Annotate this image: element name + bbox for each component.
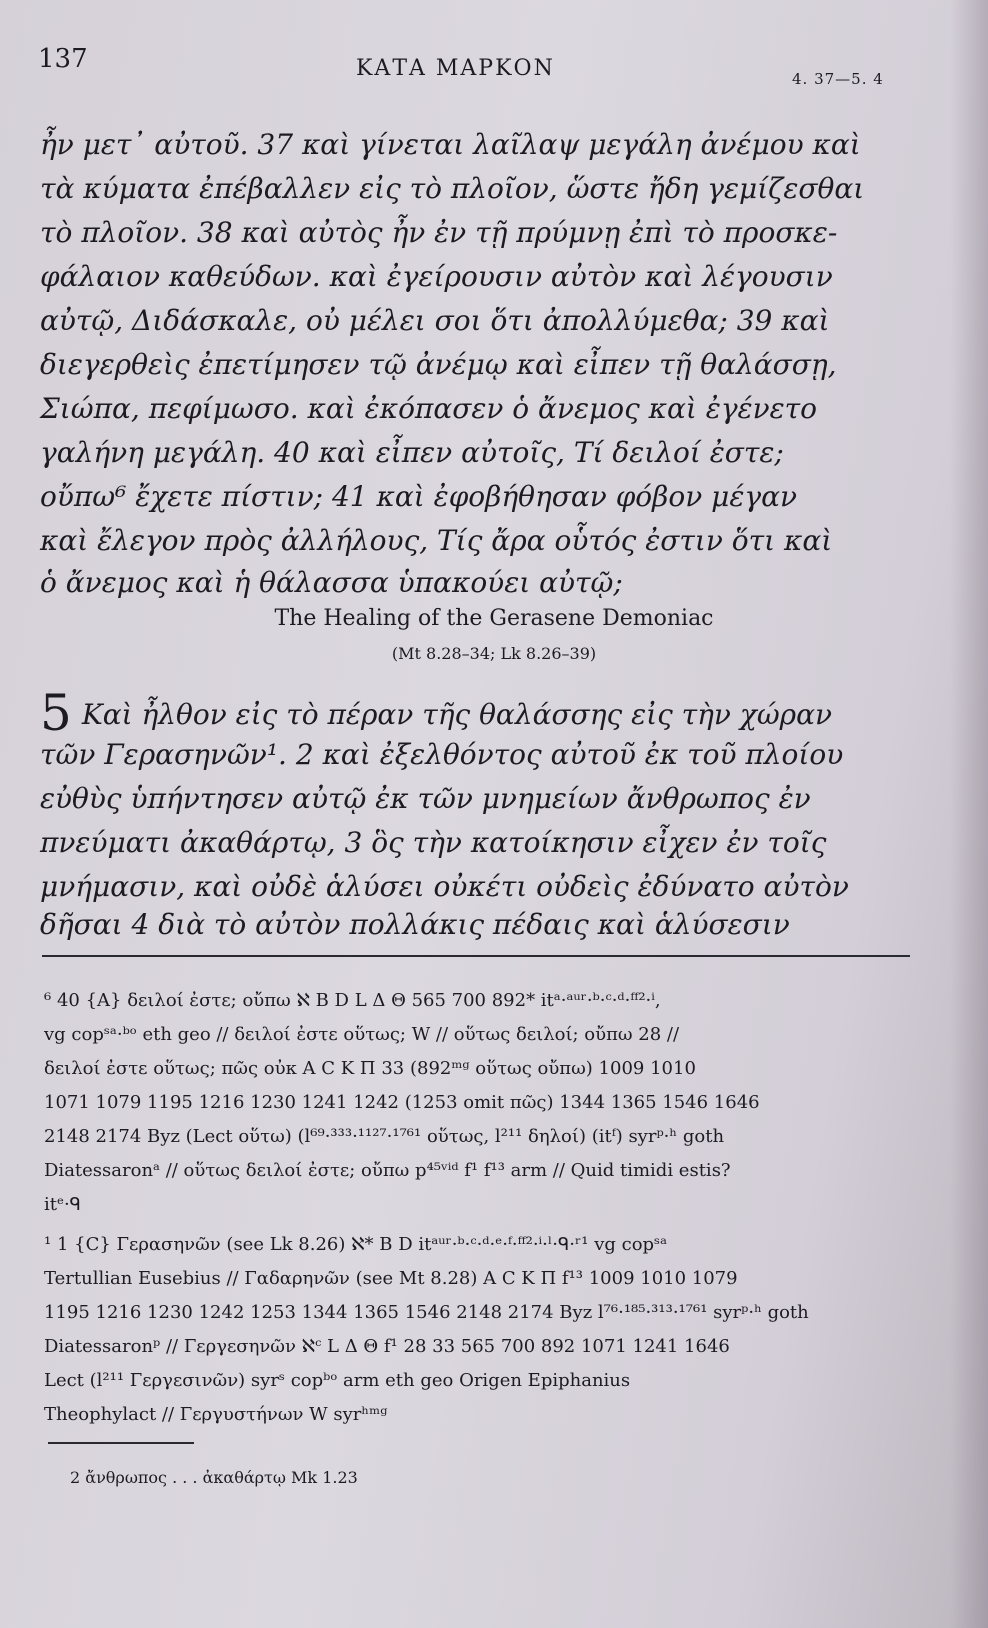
chapter-first-line-text: Καὶ ἦλθον εἰς τὸ πέραν τῆς θαλάσσης εἰς τὴν χώραν xyxy=(81,698,833,731)
chapter-number: 5 xyxy=(40,684,72,742)
cross-reference-footnote: 2 ἄνθρωπος . . . ἀκαθάρτῳ Mk 1.23 xyxy=(70,1468,358,1487)
text-line: καὶ ἔλεγον πρὸς ἀλλήλους, Τίς ἄρα οὗτός ἐστιν ὅτι καὶ xyxy=(40,524,833,557)
page-number: 137 xyxy=(38,44,88,74)
page-edge-shadow xyxy=(950,0,988,1628)
text-line: ἦν μετ᾽ αὐτοῦ. 37 καὶ γίνεται λαῖλαψ μεγάλη ἀνέμου καὶ xyxy=(40,128,861,161)
apparatus-line: Diatessaronᵖ // Γεργεσηνῶν ℵᶜ L Δ Θ f¹ 28 33 565 700 892 1071 1241 1646 xyxy=(44,1336,730,1357)
text-line: τὸ πλοῖον. 38 καὶ αὐτὸς ἦν ἐν τῇ πρύμνῃ ἐπὶ τὸ προσκε- xyxy=(40,216,838,249)
apparatus-line: δειλοί ἐστε οὕτως; πῶς οὐκ A C K Π 33 (892ᵐᵍ οὕτως οὔπω) 1009 1010 xyxy=(44,1058,696,1079)
apparatus-line: vg copˢᵃ·ᵇᵒ eth geo // δειλοί ἐστε οὕτως; W // οὕτως δειλοί; οὔπω 28 // xyxy=(44,1024,680,1045)
text-line: γαλήνη μεγάλη. 40 καὶ εἶπεν αὐτοῖς, Τί δειλοί ἐστε; xyxy=(40,436,784,469)
chapter-line: τῶν Γερασηνῶν¹. 2 καὶ ἐξελθόντος αὐτοῦ ἐκ τοῦ πλοίου xyxy=(40,738,844,771)
apparatus-line: ¹ 1 {C} Γερασηνῶν (see Lk 8.26) ℵ* B D itᵃᵘʳ·ᵇ·ᶜ·ᵈ·ᵉ·ᶠ·ᶠᶠ²·ⁱ·ˡ·ᑫ·ʳ¹ vg copˢᵃ xyxy=(44,1234,668,1255)
apparatus-line: 1071 1079 1195 1216 1230 1241 1242 (1253 omit πῶς) 1344 1365 1546 1646 xyxy=(44,1092,760,1113)
running-title: ΚΑΤΑ ΜΑΡΚΟΝ xyxy=(356,56,555,81)
text-line: τὰ κύματα ἐπέβαλλεν εἰς τὸ πλοῖον, ὥστε ἤδη γεμίζεσθαι xyxy=(40,172,865,205)
text-line: ὁ ἄνεμος καὶ ἡ θάλασσα ὑπακούει αὐτῷ; xyxy=(40,566,623,599)
chapter-line: εὐθὺς ὑπήντησεν αὐτῷ ἐκ τῶν μνημείων ἄνθρωπος ἐν xyxy=(40,782,811,815)
chapter-line: πνεύματι ἀκαθάρτῳ, 3 ὃς τὴν κατοίκησιν εἶχεν ἐν τοῖς xyxy=(40,826,827,859)
text-line: αὐτῷ, Διδάσκαλε, οὐ μέλει σοι ὅτι ἀπολλύμεθα; 39 καὶ xyxy=(40,304,830,337)
text-line: διεγερθεὶς ἐπετίμησεν τῷ ἀνέμῳ καὶ εἶπεν τῇ θαλάσσῃ, xyxy=(40,348,837,381)
parallel-passages: (Mt 8.28–34; Lk 8.26–39) xyxy=(391,644,597,663)
text-line: φάλαιον καθεύδων. καὶ ἐγείρουσιν αὐτὸν καὶ λέγουσιν xyxy=(40,260,833,293)
apparatus-line: Theophylact // Γεργυστήνων W syrʰᵐᵍ xyxy=(44,1404,388,1425)
apparatus-line: ⁶ 40 {A} δειλοί ἐστε; οὔπω ℵ B D L Δ Θ 565 700 892* itᵃ·ᵃᵘʳ·ᵇ·ᶜ·ᵈ·ᶠᶠ²·ⁱ, xyxy=(44,990,661,1011)
section-heading: The Healing of the Gerasene Demoniac xyxy=(274,606,714,631)
apparatus-line: Lect (l²¹¹ Γεργεσινῶν) syrˢ copᵇᵒ arm eth geo Origen Epiphanius xyxy=(44,1370,631,1391)
chapter-line: μνήμασιν, καὶ οὐδὲ ἁλύσει οὐκέτι οὐδεὶς ἐδύνατο αὐτὸν xyxy=(40,870,849,903)
apparatus-line: itᵉ·ᑫ xyxy=(44,1194,81,1215)
text-line: Σιώπα, πεφίμωσο. καὶ ἐκόπασεν ὁ ἄνεμος καὶ ἐγένετο xyxy=(40,392,817,425)
apparatus-line: Tertullian Eusebius // Γαδαρηνῶν (see Mt 8.28) A C K Π f¹³ 1009 1010 1079 xyxy=(44,1268,738,1289)
apparatus-line: 1195 1216 1230 1242 1253 1344 1365 1546 2148 2174 Byz l⁷⁶·¹⁸⁵·³¹³·¹⁷⁶¹ syrᵖ·ʰ goth xyxy=(44,1302,809,1323)
apparatus-line: 2148 2174 Byz (Lect οὕτω) (l⁶⁹·³³³·¹¹²⁷·¹⁷⁶¹ οὕτως, l²¹¹ δηλοί) (itᶠ) syrᵖ·ʰ goth xyxy=(44,1126,725,1147)
text-line: οὔπω⁶ ἔχετε πίστιν; 41 καὶ ἐφοβήθησαν φόβον μέγαν xyxy=(40,480,798,513)
apparatus-line: Diatessaronᵃ // οὕτως δειλοί ἐστε; οὔπω p⁴⁵ᵛⁱᵈ f¹ f¹³ arm // Quid timidi estis? xyxy=(44,1160,731,1181)
footnote-divider xyxy=(48,1442,194,1444)
chapter-first-line xyxy=(40,684,832,742)
apparatus-divider xyxy=(42,955,910,957)
chapter-line: δῆσαι 4 διὰ τὸ αὐτὸν πολλάκις πέδαις καὶ ἁλύσεσιν xyxy=(40,908,790,941)
chapter-verse-range: 4. 37—5. 4 xyxy=(792,70,884,88)
